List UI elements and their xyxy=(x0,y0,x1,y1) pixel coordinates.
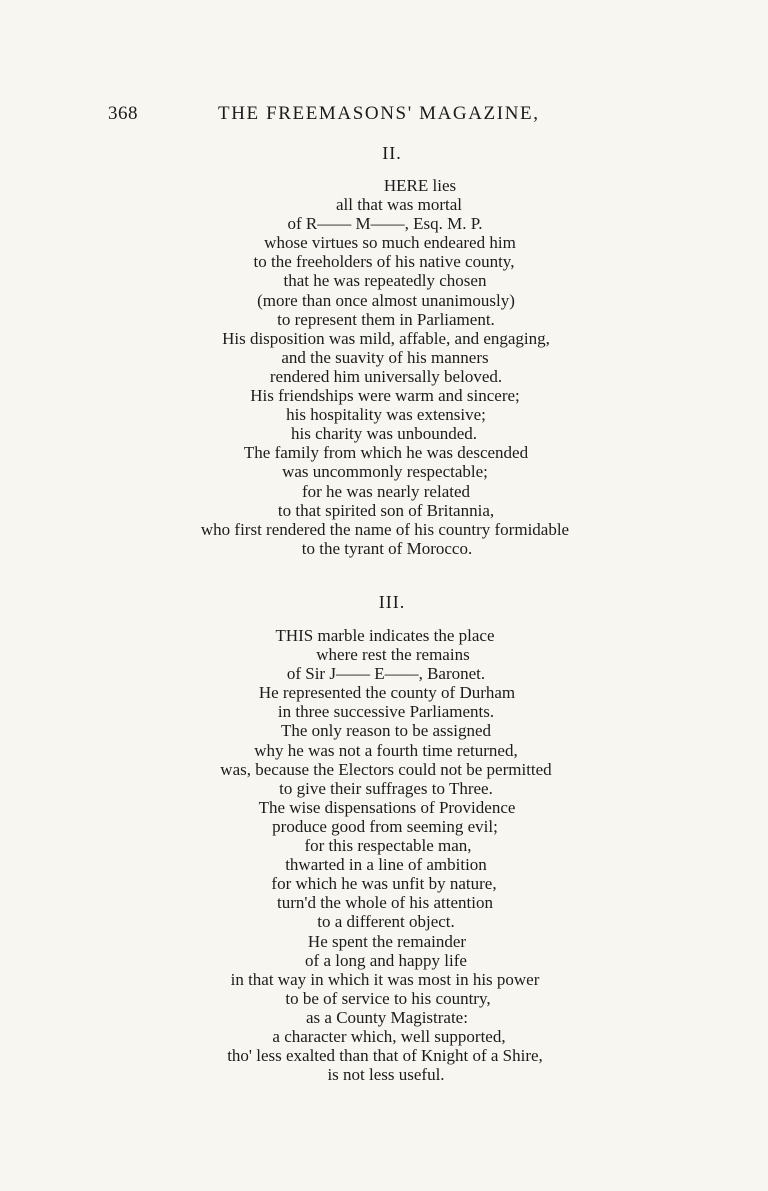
epitaph-line: in that way in which it was most in his power xyxy=(230,969,540,989)
epitaph-line: The wise dispensations of Providence xyxy=(258,797,516,817)
page-number: 368 xyxy=(108,103,138,124)
epitaph-line: to the freeholders of his native county, xyxy=(253,252,515,272)
epitaph-line: to represent them in Parliament. xyxy=(277,309,495,329)
epitaph-line: to be of service to his country, xyxy=(285,988,491,1008)
epitaph-line: His disposition was mild, affable, and engaging, xyxy=(222,328,550,348)
epitaph-line: all that was mortal xyxy=(335,195,463,215)
epitaph-line: whose virtues so much endeared him xyxy=(264,233,516,253)
epitaph-line: why he was not a fourth time returned, xyxy=(254,740,518,760)
epitaph-line: to give their suffrages to Three. xyxy=(279,778,493,798)
epitaph-line: his charity was unbounded. xyxy=(290,424,478,444)
epitaph-line: (more than once almost unanimously) xyxy=(257,290,515,310)
running-title: THE FREEMASONS' MAGAZINE, xyxy=(218,103,540,124)
epitaph-line: is not less useful. xyxy=(327,1065,445,1085)
epitaph-line: The family from which he was descended xyxy=(243,443,529,463)
epitaph-iii xyxy=(0,626,768,1084)
epitaph-line: who first rendered the name of his country formidable xyxy=(200,519,570,539)
epitaph-line: of a long and happy life xyxy=(305,950,467,970)
epitaph-line: He represented the county of Durham xyxy=(258,683,516,703)
epitaph-line: THIS marble indicates the place xyxy=(275,626,495,645)
epitaph-line: to the tyrant of Morocco. xyxy=(301,538,473,558)
epitaph-line: rendered him universally beloved. xyxy=(269,366,503,386)
epitaph-line: as a County Magistrate: xyxy=(306,1007,468,1027)
epitaph-line: thwarted in a line of ambition xyxy=(285,855,487,875)
epitaph-line: to a different object. xyxy=(317,912,455,932)
section-numeral-ii: II. xyxy=(382,143,402,163)
epitaph-line: was uncommonly respectable; xyxy=(282,462,488,482)
epitaph-line: of R—— M——, Esq. M. P. xyxy=(287,214,483,234)
epitaph-line: for this respectable man, xyxy=(304,836,472,856)
epitaph-line: in three successive Parliaments. xyxy=(277,702,495,722)
epitaph-line: was, because the Electors could not be permitted xyxy=(220,759,552,779)
epitaph-line: He spent the remainder xyxy=(307,931,467,951)
epitaph-line: tho' less exalted than that of Knight of a Shire, xyxy=(227,1046,543,1066)
epitaph-ii xyxy=(0,176,768,558)
epitaph-line: for which he was unfit by nature, xyxy=(271,874,497,894)
epitaph-line: where rest the remains xyxy=(316,645,470,665)
epitaph-line: to that spirited son of Britannia, xyxy=(277,500,495,520)
epitaph-line: his hospitality was extensive; xyxy=(286,405,486,425)
epitaph-line: HERE lies xyxy=(383,176,457,195)
epitaph-line: The only reason to be assigned xyxy=(280,721,492,741)
epitaph-line: turn'd the whole of his attention xyxy=(277,893,493,913)
epitaph-line: and the suavity of his manners xyxy=(281,347,489,367)
epitaph-line: His friendships were warm and sincere; xyxy=(250,386,520,406)
epitaph-line: for he was nearly related xyxy=(301,481,471,501)
epitaph-line: a character which, well supported, xyxy=(272,1026,506,1046)
epitaph-line: that he was repeatedly chosen xyxy=(283,271,487,291)
section-numeral-iii: III. xyxy=(378,592,406,612)
epitaph-line: of Sir J—— E——, Baronet. xyxy=(286,664,486,684)
epitaph-line: produce good from seeming evil; xyxy=(272,816,498,836)
